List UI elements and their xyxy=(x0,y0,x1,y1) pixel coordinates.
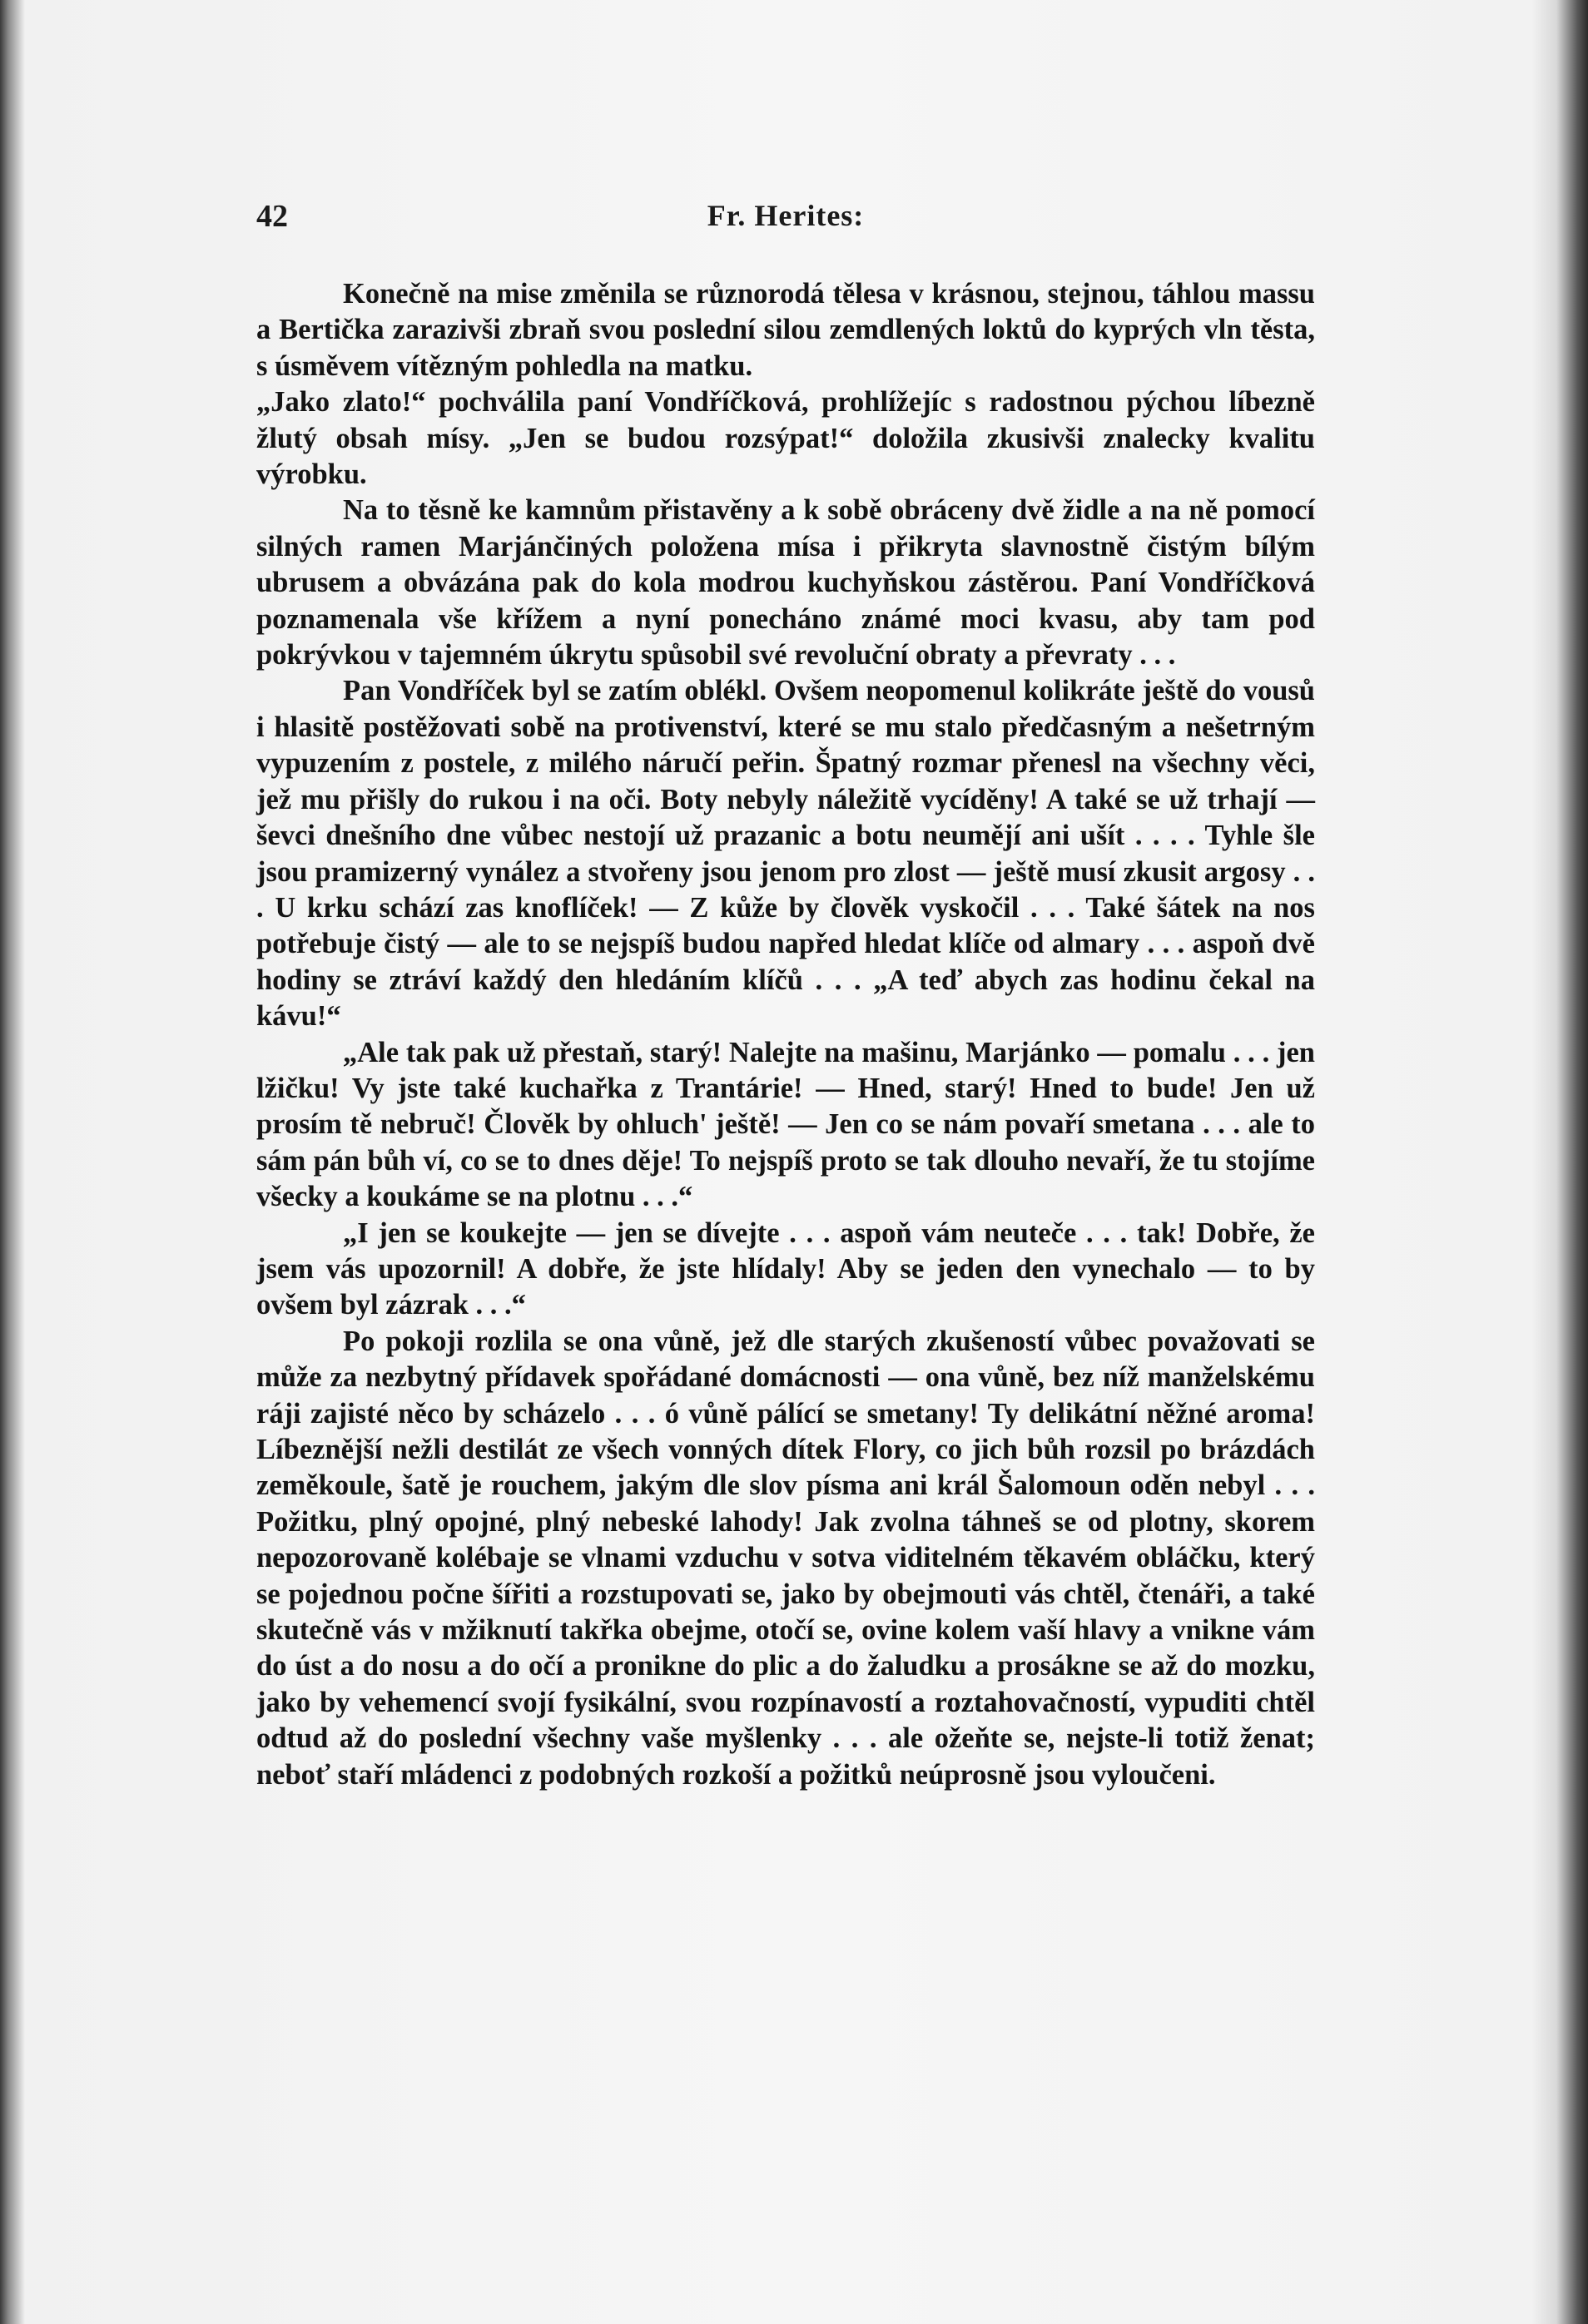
paragraph: Pan Vondříček byl se zatím oblékl. Ovšem neopomenul kolikráte ještě do vousů i hlasitě postěžovati sobě na protivenství, které se mu stalo předčasným a nešetrným vypuzením z postele, z milého náručí peřin. Špatný rozmar přenesl na všechny věci, jež mu přišly do rukou i na oči. Boty nebyly náležitě vycíděny! A také se už trhají — ševci dnešního dne vůbec nestojí už prazanic a botu neumějí ani ušít . . . . Tyhle šle jsou pramizerný vynález a stvořeny jsou jenom pro zlost — ještě musí zkusit argosy . . . U krku schází zas knoflíček! — Z kůže by člověk vyskočil . . . Také šátek na nos potřebuje čistý — ale to se nejspíš budou napřed hledat klíče od almary . . . aspoň dvě hodiny se ztráví každý den hledáním klíčů . . . „A teď abych zas hodinu čekal na kávu!“ xyxy=(256,675,1315,1033)
body-text xyxy=(256,276,1315,1793)
running-head: Fr. Herites: xyxy=(707,199,865,232)
paragraph: Konečně na mise změnila se různorodá tělesa v krásnou, stejnou, táhlou massu a Bertička zarazivši zbraň svou poslední silou zemdlených loktů do kyprých vln těsta, s úsměvem vítězným pohledla na matku. xyxy=(256,278,1315,382)
page-header xyxy=(256,193,1315,243)
paragraph: „Jako zlato!“ pochválila paní Vondříčková, prohlížejíc s radostnou pýchou líbezně žlutý obsah mísy. „Jen se budou rozsýpat!“ doložila zkusivši znalecky kvalitu výrobku. xyxy=(256,386,1315,491)
paragraph: „I jen se koukejte — jen se dívejte . . . aspoň vám neuteče . . . tak! Dobře, že jsem vás upozornil! A dobře, že jste hlídaly! Aby se jeden den vynechalo — to by ovšem byl zázrak . . .“ xyxy=(256,1217,1315,1321)
page-number: 42 xyxy=(256,199,288,234)
paragraph: Po pokoji rozlila se ona vůně, jež dle starých zkušeností vůbec považovati se může za nezbytný přídavek spořádané domácnosti — ona vůně, bez níž manželskému ráji zajisté něco by scházelo . . . ó vůně pálící se smetany! Ty delikátní něžné aroma! Líbeznější nežli destilát ze všech vonných dítek Flory, co jich bůh rozsil po brázdách zeměkoule, šatě je rouchem, jakým dle slov písma ani král Šalomoun oděn nebyl . . . Požitku, plný opojné, plný nebeské lahody! Jak zvolna táhneš se od plotny, skorem nepozorovaně kolébaje se vlnami vzduchu v sotva viditelném těkavém obláčku, který se pojednou počne šířiti a rozstupovati se, jako by obejmouti vás chtěl, čtenáři, a také skutečně vás v mžiknutí takřka obejme, otočí se, ovine kolem vaší hlavy a vnikne vám do úst a do nosu a do očí a pronikne do plic a do žaludku a prosákne se až do mozku, jako by vehemencí svojí fysikální, svou rozpínavostí a roztahovačností, vypuditi chtěl odtud až do poslední všechny vaše myšlenky . . . ale ožeňte se, nejste-li totiž ženat; neboť staří mládenci z podobných rozkoší a požitků neúprosně jsou vyloučeni. xyxy=(256,1325,1315,1791)
paragraph: Na to těsně ke kamnům přistavěny a k sobě obráceny dvě židle a na ně pomocí silných ramen Marjánčiných položena mísa i přikryta slavnostně čistým bílým ubrusem a obvázána pak do kola modrou kuchyňskou zástěrou. Paní Vondříčková poznamenala vše křížem a nyní ponecháno známé moci kvasu, aby tam pod pokrývkou v tajemném úkrytu spůsobil své revoluční obraty a převraty . . . xyxy=(256,494,1315,671)
paragraph: „Ale tak pak už přestaň, starý! Nalejte na mašinu, Marjánko — pomalu . . . jen lžičku! Vy jste také kuchařka z Trantárie! — Hned, starý! Hned to bude! Jen už prosím tě nebruč! Člověk by ohluch' ještě! — Jen co se nám povaří smetana . . . ale to sám pán bůh ví, co se to dnes děje! To nejspíš proto se tak dlouho nevaří, že tu stojíme všecky a koukáme se na plotnu . . .“ xyxy=(256,1036,1315,1213)
